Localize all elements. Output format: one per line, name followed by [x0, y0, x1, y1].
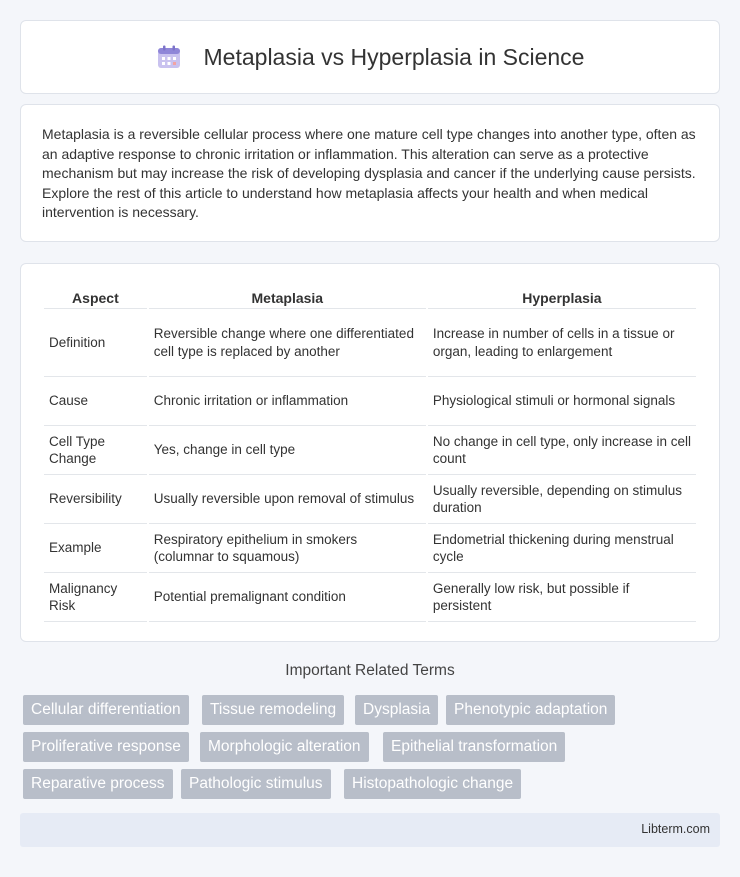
row-hyperplasia: Increase in number of cells in a tissue or organ, leading to enlargement [428, 309, 696, 377]
row-hyperplasia: Endometrial thickening during menstrual cycle [428, 524, 696, 573]
term-tag[interactable]: Tissue remodeling [202, 695, 344, 725]
term-tag[interactable]: Dysplasia [355, 695, 438, 725]
row-aspect: Definition [44, 309, 147, 377]
row-aspect: Reversibility [44, 475, 147, 524]
row-aspect: Malignancy Risk [44, 573, 147, 622]
page-title: Metaplasia vs Hyperplasia in Science [203, 43, 585, 70]
header-metaplasia: Metaplasia [149, 284, 426, 309]
term-tag[interactable]: Proliferative response [23, 732, 189, 762]
footer-brand-link[interactable]: Libterm.com [641, 822, 710, 836]
table-row [44, 475, 696, 524]
term-tag[interactable]: Morphologic alteration [200, 732, 369, 762]
row-aspect: Cell Type Change [44, 426, 147, 475]
row-hyperplasia: Usually reversible, depending on stimulus duration [428, 475, 696, 524]
row-hyperplasia: Generally low risk, but possible if persistent [428, 573, 696, 622]
header-card [20, 20, 720, 94]
row-metaplasia: Chronic irritation or inflammation [149, 377, 426, 426]
calendar-icon [156, 44, 182, 70]
row-metaplasia: Yes, change in cell type [149, 426, 426, 475]
table-row [44, 573, 696, 622]
comparison-card [20, 263, 720, 642]
row-aspect: Example [44, 524, 147, 573]
row-hyperplasia: No change in cell type, only increase in cell count [428, 426, 696, 475]
comparison-table [42, 284, 698, 622]
term-tag[interactable]: Reparative process [23, 769, 173, 799]
term-tag[interactable]: Cellular differentiation [23, 695, 189, 725]
table-row [44, 377, 696, 426]
table-header-row [44, 284, 696, 309]
table-row [44, 309, 696, 377]
header-hyperplasia: Hyperplasia [428, 284, 696, 309]
row-metaplasia: Reversible change where one differentiated cell type is replaced by another [149, 309, 426, 377]
intro-card [20, 104, 720, 242]
related-terms-title: Important Related Terms [285, 662, 455, 679]
row-aspect: Cause [44, 377, 147, 426]
intro-text: Metaplasia is a reversible cellular process where one mature cell type changes into another type, often as an adaptive response to chronic irritation or inflammation. This alteration can serve as a protective mechanism but may increase the risk of developing dysplasia and cancer if the underlying cause persists. Explore the rest of this article to understand how metaplasia affects your health and when medical intervention is necessary. [42, 126, 696, 220]
row-metaplasia: Usually reversible upon removal of stimulus [149, 475, 426, 524]
row-metaplasia: Potential premalignant condition [149, 573, 426, 622]
row-metaplasia: Respiratory epithelium in smokers (columnar to squamous) [149, 524, 426, 573]
table-row [44, 524, 696, 573]
term-tag[interactable]: Pathologic stimulus [181, 769, 331, 799]
term-tag[interactable]: Phenotypic adaptation [446, 695, 615, 725]
term-tag[interactable]: Epithelial transformation [383, 732, 565, 762]
footer [20, 813, 720, 847]
row-hyperplasia: Physiological stimuli or hormonal signals [428, 377, 696, 426]
term-tag[interactable]: Histopathologic change [344, 769, 521, 799]
table-row [44, 426, 696, 475]
header-aspect: Aspect [44, 284, 147, 309]
